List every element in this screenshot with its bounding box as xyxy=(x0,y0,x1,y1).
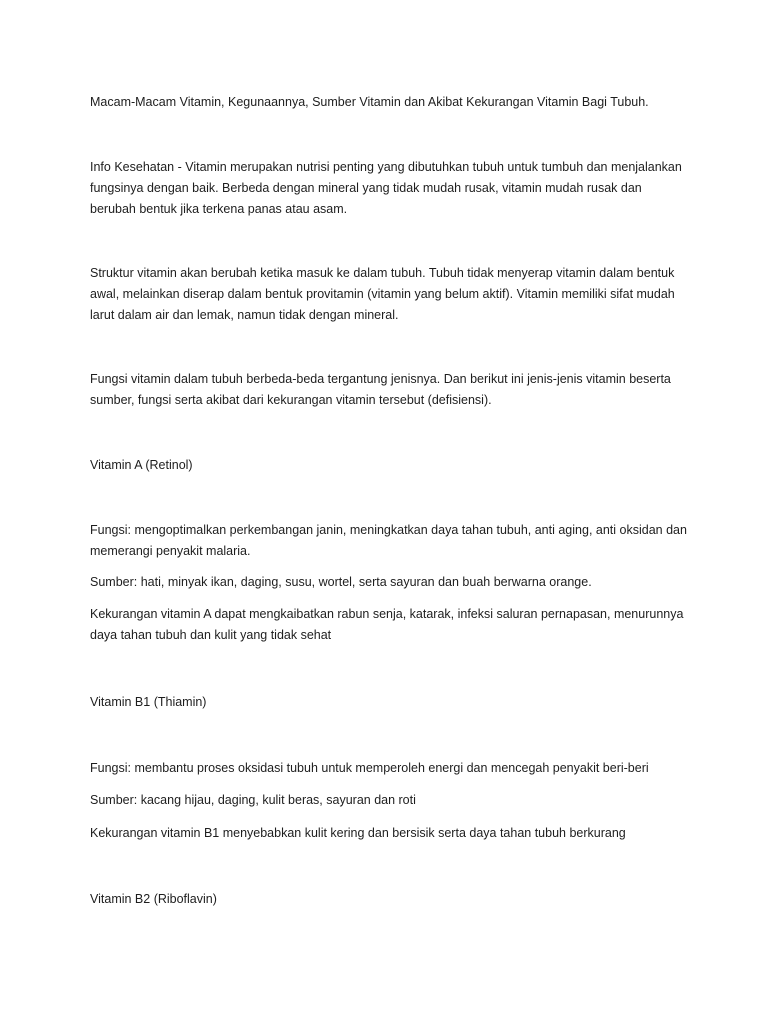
vitamin-a-kekurangan: Kekurangan vitamin A dapat mengkaibatkan rabun senja, katarak, infeksi saluran pernapasan, menurunnya daya tahan tubuh dan kulit yang tidak sehat xyxy=(90,607,684,642)
structure-paragraph: Struktur vitamin akan berubah ketika masuk ke dalam tubuh. Tubuh tidak menyerap vitamin dalam bentuk awal, melainkan diserap dalam bentuk provitamin (vitamin yang belum aktif). Vitamin memiliki sifat mudah larut dalam air dan lemak, namun tidak dengan mineral. xyxy=(90,266,675,322)
function-paragraph: Fungsi vitamin dalam tubuh berbeda-beda tergantung jenisnya. Dan berikut ini jenis-jenis vitamin beserta sumber, fungsi serta akibat dari kekurangan vitamin tersebut (defisiensi). xyxy=(90,372,671,407)
vitamin-a-sumber: Sumber: hati, minyak ikan, daging, susu, wortel, serta sayuran dan buah berwarna orange. xyxy=(90,575,592,589)
vitamin-a-heading: Vitamin A (Retinol) xyxy=(90,458,193,472)
intro-paragraph: Info Kesehatan - Vitamin merupakan nutrisi penting yang dibutuhkan tubuh untuk tumbuh dan menjalankan fungsinya dengan baik. Berbeda dengan mineral yang tidak mudah rusak, vitamin mudah rusak dan berubah bentuk jika terkena panas atau asam. xyxy=(90,160,682,216)
vitamin-b1-kekurangan: Kekurangan vitamin B1 menyebabkan kulit kering dan bersisik serta daya tahan tubuh berkurang xyxy=(90,826,626,840)
vitamin-b1-sumber: Sumber: kacang hijau, daging, kulit beras, sayuran dan roti xyxy=(90,793,416,807)
vitamin-b1-fungsi: Fungsi: membantu proses oksidasi tubuh untuk memperoleh energi dan mencegah penyakit beri-beri xyxy=(90,761,649,775)
vitamin-b1-heading: Vitamin B1 (Thiamin) xyxy=(90,695,207,709)
vitamin-b2-heading: Vitamin B2 (Riboflavin) xyxy=(90,892,217,906)
vitamin-a-fungsi: Fungsi: mengoptimalkan perkembangan janin, meningkatkan daya tahan tubuh, anti aging, anti oksidan dan memerangi penyakit malaria. xyxy=(90,523,687,558)
document-title: Macam-Macam Vitamin, Kegunaannya, Sumber Vitamin dan Akibat Kekurangan Vitamin Bagi Tubuh. xyxy=(90,95,649,109)
